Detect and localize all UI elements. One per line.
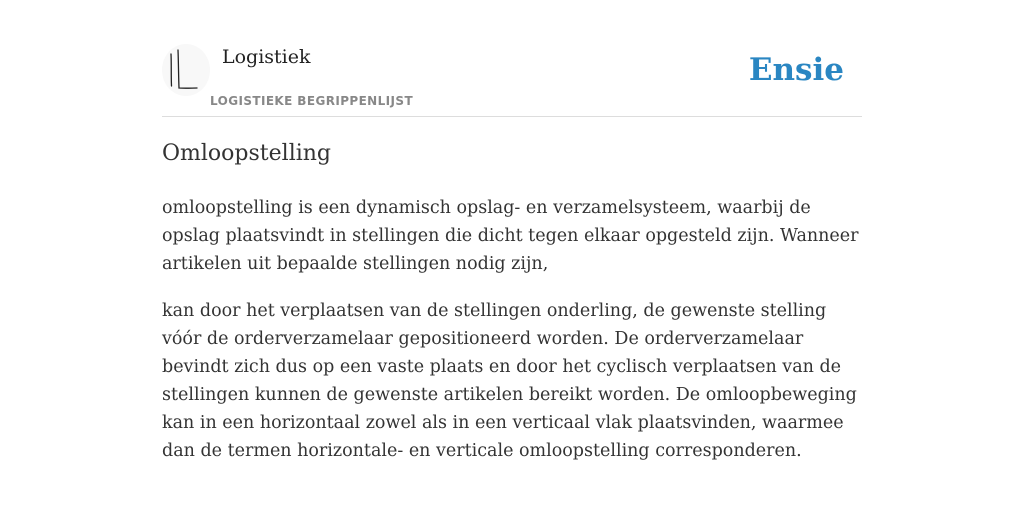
- source-title[interactable]: Logistiek: [222, 46, 311, 68]
- paragraph: omloopstelling is een dynamisch opslag- en verzamelsysteem, waarbij de opslag plaatsvindt in stellingen die dicht tegen elkaar opgesteld zijn. Wanneer artikelen uit bepaalde stellingen nodig zijn,: [162, 198, 859, 274]
- source-subtitle: LOGISTIEKE BEGRIPPENLIJST: [210, 94, 414, 108]
- source-logo[interactable]: [162, 44, 210, 96]
- brand-logo[interactable]: Ensie: [748, 52, 844, 88]
- handwritten-il-logo-icon: [162, 44, 210, 96]
- header: [162, 0, 862, 117]
- entry-title: Omloopstelling: [162, 141, 332, 166]
- paragraph: kan door het verplaatsen van de stellingen onderling, de gewenste stelling vóór de orderverzamelaar gepositioneerd worden. De orderverzamelaar bevindt zich dus op een vaste plaats en door het cyclisch verplaatsen van de stellingen kunnen de gewenste artikelen bereikt worden. De omloopbeweging kan in een horizontaal zowel als in een verticaal vlak plaatsvinden, waarmee dan de termen horizontale- en verticale omloopstelling corresponderen.: [162, 301, 857, 461]
- entry-content: [162, 194, 862, 484]
